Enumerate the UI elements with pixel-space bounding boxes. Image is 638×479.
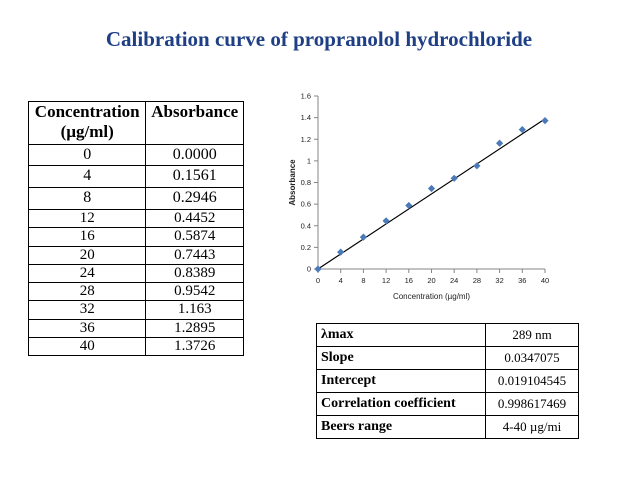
absorbance-cell: 1.3726 bbox=[146, 337, 244, 355]
concentration-cell: 12 bbox=[29, 210, 146, 228]
concentration-cell: 20 bbox=[29, 246, 146, 264]
x-tick-label: 16 bbox=[404, 276, 413, 285]
absorbance-cell: 1.163 bbox=[146, 301, 244, 319]
data-point bbox=[473, 162, 480, 169]
parameters-table bbox=[316, 323, 579, 439]
concentration-cell: 4 bbox=[29, 166, 146, 188]
concentration-cell: 40 bbox=[29, 337, 146, 355]
page-title: Calibration curve of propranolol hydrochloride bbox=[105, 27, 533, 51]
y-tick-label: 1.2 bbox=[300, 134, 311, 144]
table-row bbox=[29, 145, 244, 166]
table-row bbox=[29, 166, 244, 188]
absorbance-cell: 0.5874 bbox=[146, 228, 244, 246]
data-point bbox=[541, 117, 548, 124]
table-row bbox=[29, 319, 244, 337]
data-point bbox=[383, 217, 390, 224]
data-point bbox=[314, 265, 321, 272]
y-tick-label: 0 bbox=[306, 264, 311, 274]
table-row bbox=[29, 210, 244, 228]
x-tick-label: 12 bbox=[381, 276, 391, 285]
parameter-value: 289 nm bbox=[486, 324, 579, 347]
parameter-row bbox=[317, 324, 579, 347]
absorbance-cell: 0.2946 bbox=[146, 188, 244, 210]
parameter-name: Slope bbox=[317, 347, 486, 370]
y-tick-label: 0.2 bbox=[300, 242, 311, 252]
x-tick-label: 28 bbox=[472, 276, 482, 285]
parameter-row bbox=[317, 393, 579, 416]
parameter-value: 0.998617469 bbox=[486, 393, 579, 416]
x-tick-label: 4 bbox=[338, 276, 343, 285]
parameter-name: Correlation coefficient bbox=[317, 393, 486, 416]
x-tick-label: 24 bbox=[450, 276, 459, 285]
x-tick-label: 8 bbox=[361, 276, 366, 285]
absorbance-cell: 1.2895 bbox=[146, 319, 244, 337]
table-header-row bbox=[29, 102, 244, 145]
y-axis-label: Absorbance bbox=[288, 159, 297, 206]
absorbance-cell: 0.1561 bbox=[146, 166, 244, 188]
concentration-cell: 16 bbox=[29, 228, 146, 246]
y-tick-label: 0.4 bbox=[300, 221, 311, 231]
absorbance-cell: 0.8389 bbox=[146, 264, 244, 282]
calibration-chart bbox=[282, 86, 562, 306]
concentration-cell: 8 bbox=[29, 188, 146, 210]
header-absorbance: Absorbance bbox=[146, 102, 244, 145]
absorbance-cell: 0.7443 bbox=[146, 246, 244, 264]
concentration-cell: 28 bbox=[29, 283, 146, 301]
y-tick-label: 1 bbox=[306, 156, 311, 166]
x-tick-label: 36 bbox=[518, 276, 527, 285]
parameter-row bbox=[317, 416, 579, 439]
concentration-cell: 24 bbox=[29, 264, 146, 282]
concentration-cell: 36 bbox=[29, 319, 146, 337]
y-tick-label: 1.6 bbox=[300, 91, 311, 101]
table-row bbox=[29, 337, 244, 355]
y-tick-label: 0.8 bbox=[300, 178, 311, 187]
table-row bbox=[29, 228, 244, 246]
parameter-value: 0.0347075 bbox=[486, 347, 579, 370]
chart-svg bbox=[282, 86, 562, 306]
parameter-value: 0.019104545 bbox=[486, 370, 579, 393]
table-row bbox=[29, 301, 244, 319]
trend-line bbox=[318, 119, 545, 269]
concentration-cell: 32 bbox=[29, 301, 146, 319]
x-tick-label: 20 bbox=[427, 276, 436, 285]
data-point bbox=[405, 202, 412, 209]
calibration-data-table bbox=[28, 101, 244, 356]
data-point bbox=[360, 234, 367, 241]
absorbance-cell: 0.4452 bbox=[146, 210, 244, 228]
x-axis-label: Concentration (µg/ml) bbox=[392, 292, 471, 301]
data-point bbox=[428, 185, 435, 192]
parameter-value: 4-40 µg/mi bbox=[486, 416, 579, 439]
data-point bbox=[496, 140, 503, 147]
table-body bbox=[29, 145, 244, 356]
x-tick-label: 0 bbox=[315, 276, 321, 285]
x-tick-label: 40 bbox=[540, 276, 550, 285]
concentration-cell: 0 bbox=[29, 145, 146, 166]
parameter-name: λmax bbox=[317, 324, 486, 347]
y-tick-label: 0.6 bbox=[300, 199, 311, 209]
parameter-name: Intercept bbox=[317, 370, 486, 393]
parameter-row bbox=[317, 370, 579, 393]
table-row bbox=[29, 188, 244, 210]
header-concentration: Concentration (µg/ml) bbox=[29, 102, 146, 145]
table-row bbox=[29, 264, 244, 282]
parameter-name: Beers range bbox=[317, 416, 486, 439]
absorbance-cell: 0.9542 bbox=[146, 283, 244, 301]
y-tick-label: 1.4 bbox=[300, 113, 311, 123]
data-point bbox=[337, 249, 344, 256]
table-row bbox=[29, 283, 244, 301]
absorbance-cell: 0.0000 bbox=[146, 145, 244, 166]
table-row bbox=[29, 246, 244, 264]
parameter-row bbox=[317, 347, 579, 370]
x-tick-label: 32 bbox=[495, 276, 504, 285]
